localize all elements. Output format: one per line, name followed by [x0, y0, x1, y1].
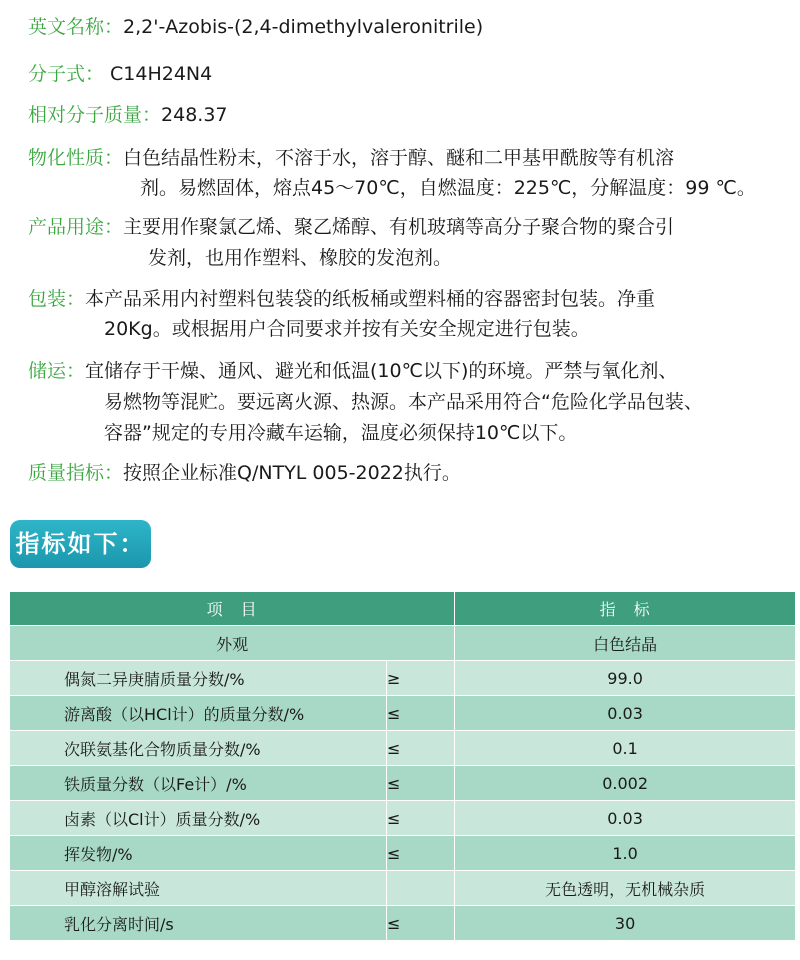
english-name-row	[28, 12, 483, 42]
quality-standard-row	[28, 458, 461, 488]
table-row	[10, 696, 796, 731]
row-value: 0.03	[455, 696, 796, 731]
storage-row	[28, 356, 677, 386]
row-value: 0.03	[455, 801, 796, 836]
header-item: 项 目	[10, 592, 455, 626]
usage-line1: 主要用作聚氯乙烯、聚乙烯醇、有机玻璃等高分子聚合物的聚合引	[123, 216, 675, 238]
row-value: 白色结晶	[455, 626, 796, 661]
quality-standard-label: 质量指标：	[28, 462, 124, 484]
molecular-weight-value: 248.37	[161, 104, 228, 126]
table-row	[10, 836, 796, 871]
row-value: 0.002	[455, 766, 796, 801]
header-value: 指 标	[455, 592, 796, 626]
packaging-label: 包装：	[28, 288, 86, 310]
storage-line3: 容器”规定的专用冷藏车运输，温度必须保持10℃以下。	[104, 422, 578, 444]
table-row	[10, 906, 796, 941]
molecular-weight-row	[28, 100, 228, 130]
formula-value: C14H24N4	[110, 63, 213, 85]
row-symbol: ≤	[386, 801, 454, 836]
english-name-label: 英文名称：	[28, 16, 124, 38]
table-row	[10, 766, 796, 801]
row-symbol: ≤	[386, 766, 454, 801]
row-item: 乳化分离时间/s	[10, 906, 386, 941]
row-item: 偶氮二异庚腈质量分数/%	[10, 661, 386, 696]
row-value: 0.1	[455, 731, 796, 766]
row-value: 30	[455, 906, 796, 941]
table-row	[10, 801, 796, 836]
english-name-value: 2,2'-Azobis-(2,4-dimethylvaleronitrile)	[123, 16, 484, 38]
molecular-weight-label: 相对分子质量：	[28, 104, 162, 126]
row-item: 外观	[10, 626, 455, 661]
row-symbol	[386, 871, 454, 906]
storage-line2: 易燃物等混贮。要远离火源、热源。本产品采用符合“危险化学品包装、	[104, 391, 703, 413]
spec-table-header	[10, 592, 796, 626]
properties-line2: 剂。易燃固体，熔点45～70℃，自燃温度：225℃，分解温度：99 ℃。	[140, 177, 756, 199]
row-value: 1.0	[455, 836, 796, 871]
row-item: 甲醇溶解试验	[10, 871, 386, 906]
usage-label: 产品用途：	[28, 216, 124, 238]
row-symbol: ≤	[386, 906, 454, 941]
table-row	[10, 871, 796, 906]
packaging-line2: 20Kg。或根据用户合同要求并按有关安全规定进行包装。	[104, 318, 590, 340]
row-symbol: ≤	[386, 731, 454, 766]
storage-label: 储运：	[28, 360, 86, 382]
spec-banner: 指标如下：	[10, 520, 151, 568]
row-item: 铁质量分数（以Fe计）/%	[10, 766, 386, 801]
usage-row	[28, 212, 674, 242]
row-value: 无色透明，无机械杂质	[455, 871, 796, 906]
properties-label: 物化性质：	[28, 147, 124, 169]
row-value: 99.0	[455, 661, 796, 696]
formula-label: 分子式：	[28, 63, 105, 85]
row-symbol: ≥	[386, 661, 454, 696]
properties-line1: 白色结晶性粉末，不溶于水，溶于醇、醚和二甲基甲酰胺等有机溶	[123, 147, 675, 169]
properties-row	[28, 143, 674, 173]
table-row	[10, 731, 796, 766]
row-item: 次联氨基化合物质量分数/%	[10, 731, 386, 766]
spec-table	[10, 592, 796, 941]
row-symbol: ≤	[386, 836, 454, 871]
packaging-line1: 本产品采用内衬塑料包装袋的纸板桶或塑料桶的容器密封包装。净重	[85, 288, 656, 310]
row-item: 卤素（以Cl计）质量分数/%	[10, 801, 386, 836]
table-row	[10, 626, 796, 661]
table-row	[10, 661, 796, 696]
usage-line2: 发剂，也用作塑料、橡胶的发泡剂。	[148, 247, 453, 269]
row-item: 挥发物/%	[10, 836, 386, 871]
formula-row	[28, 59, 212, 89]
row-symbol: ≤	[386, 696, 454, 731]
row-item: 游离酸（以HCl计）的质量分数/%	[10, 696, 386, 731]
quality-standard-value: 按照企业标准Q/NTYL 005-2022执行。	[123, 462, 461, 484]
packaging-row	[28, 284, 655, 314]
storage-line1: 宜储存于干燥、通风、避光和低温(10℃以下)的环境。严禁与氧化剂、	[85, 360, 678, 382]
